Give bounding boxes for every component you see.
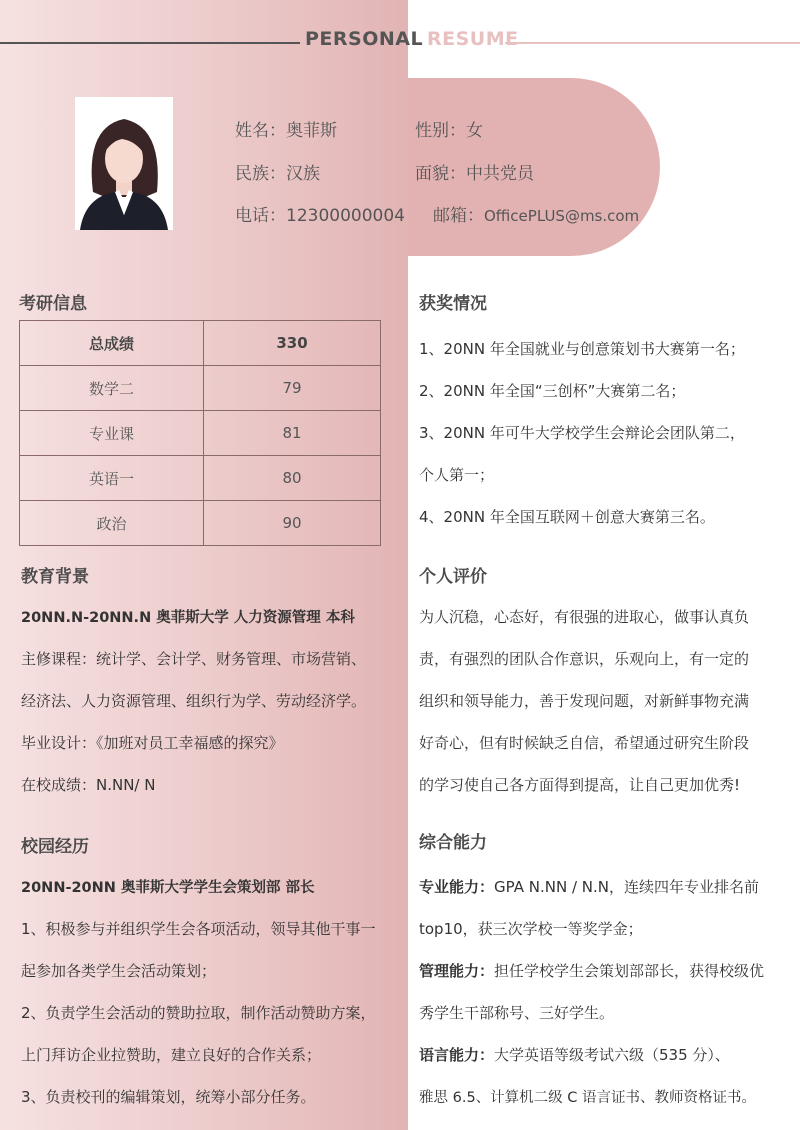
header-title-personal: PERSONAL: [305, 28, 424, 50]
table-row: [20, 456, 381, 501]
table-cell: 81: [204, 411, 381, 456]
person-avatar-icon: [75, 97, 173, 230]
ability-line: 雅思 6.5、计算机二级 C 语言证书、教师资格证书。: [419, 1090, 757, 1106]
gender-field: [415, 116, 483, 141]
email-field: [433, 201, 639, 226]
exam-score-table: [19, 320, 381, 546]
ability-line: 秀学生干部称号、三好学生。: [419, 1004, 615, 1022]
award-line: 个人第一；: [419, 466, 495, 484]
education-line: 主修课程：统计学、会计学、财务管理、市场营销、: [21, 650, 367, 668]
education-section-title: 教育背景: [21, 567, 89, 587]
campus-line: 起参加各类学生会活动策划；: [21, 962, 217, 980]
education-line: 在校成绩：N.NN/ N: [21, 776, 156, 794]
ability-label: 语言能力：: [419, 1046, 495, 1064]
ethnicity-label: 民族：: [235, 164, 286, 184]
gender-value: 女: [466, 121, 483, 141]
table-row: [20, 501, 381, 546]
evaluation-section-title: 个人评价: [419, 567, 487, 587]
ability-text: 担任学校学生会策划部部长，获得校级优: [494, 962, 765, 980]
phone-value: 12300000004: [286, 206, 405, 226]
table-cell: 90: [204, 501, 381, 546]
ability-language: [419, 1044, 730, 1065]
table-cell: 专业课: [20, 411, 204, 456]
table-row: [20, 366, 381, 411]
award-line: 1、20NN 年全国就业与创意策划书大赛第一名；: [419, 340, 745, 358]
name-value: 奥菲斯: [286, 121, 337, 141]
email-label: 邮箱：: [433, 206, 484, 226]
ability-text: 大学英语等级考试六级（535 分）、: [494, 1046, 730, 1064]
evaluation-line: 责，有强烈的团队合作意识，乐观向上，有一定的: [419, 650, 750, 668]
ability-line: top10，获三次学校一等奖学金；: [419, 920, 643, 938]
ability-text: GPA N.NN / N.N，连续四年专业排名前: [494, 878, 759, 896]
ability-professional: [419, 876, 759, 897]
table-row: [20, 321, 381, 366]
politics-label: 面貌：: [415, 164, 466, 184]
table-cell: 330: [204, 321, 381, 366]
awards-section-title: 获奖情况: [419, 294, 487, 314]
award-line: 4、20NN 年全国互联网＋创意大赛第三名。: [419, 508, 715, 526]
table-cell: 英语一: [20, 456, 204, 501]
evaluation-line: 为人沉稳，心态好，有很强的进取心，做事认真负: [419, 608, 750, 626]
campus-headline: 20NN-20NN 奥菲斯大学学生会策划部 部长: [21, 880, 315, 896]
award-line: 3、20NN 年可牛大学校学生会辩论会团队第二，: [419, 424, 745, 442]
phone-field: [235, 201, 405, 226]
ability-label: 专业能力：: [419, 878, 495, 896]
campus-section-title: 校园经历: [21, 837, 89, 857]
ethnicity-value: 汉族: [286, 164, 320, 184]
abilities-section-title: 综合能力: [419, 833, 487, 853]
ethnicity-field: [235, 159, 320, 184]
email-value: OfficePLUS@ms.com: [484, 207, 640, 225]
name-label: 姓名：: [235, 121, 286, 141]
phone-label: 电话：: [235, 206, 286, 226]
ability-label: 管理能力：: [419, 962, 495, 980]
politics-field: [415, 159, 534, 184]
exam-section-title: 考研信息: [19, 294, 87, 314]
header-divider-right: [505, 42, 800, 44]
header-divider-left: [0, 42, 300, 44]
campus-line: 2、负责学生会活动的赞助拉取，制作活动赞助方案，: [21, 1004, 376, 1022]
campus-line: 1、积极参与并组织学生会各项活动，领导其他干事一: [21, 920, 376, 938]
gender-label: 性别：: [415, 121, 466, 141]
table-row: [20, 411, 381, 456]
award-line: 2、20NN 年全国“三创杯”大赛第二名；: [419, 382, 686, 400]
campus-line: 上门拜访企业拉赞助，建立良好的合作关系；: [21, 1046, 322, 1064]
avatar: [75, 97, 173, 230]
ability-management: [419, 960, 764, 981]
evaluation-line: 好奇心，但有时候缺乏自信，希望通过研究生阶段: [419, 734, 750, 752]
header-title-resume: RESUME: [427, 28, 519, 50]
table-cell: 数学二: [20, 366, 204, 411]
education-headline: 20NN.N-20NN.N 奥菲斯大学 人力资源管理 本科: [21, 610, 355, 626]
name-field: [235, 116, 337, 141]
politics-value: 中共党员: [466, 164, 534, 184]
table-cell: 80: [204, 456, 381, 501]
table-cell: 政治: [20, 501, 204, 546]
table-cell: 79: [204, 366, 381, 411]
evaluation-line: 组织和领导能力，善于发现问题，对新鲜事物充满: [419, 692, 750, 710]
education-line: 毕业设计：《加班对员工幸福感的探究》: [21, 734, 284, 752]
education-line: 经济法、人力资源管理、组织行为学、劳动经济学。: [21, 692, 367, 710]
evaluation-line: 的学习使自己各方面得到提高，让自己更加优秀!: [419, 776, 741, 794]
table-cell: 总成绩: [20, 321, 204, 366]
campus-line: 3、负责校刊的编辑策划，统筹小部分任务。: [21, 1088, 316, 1106]
